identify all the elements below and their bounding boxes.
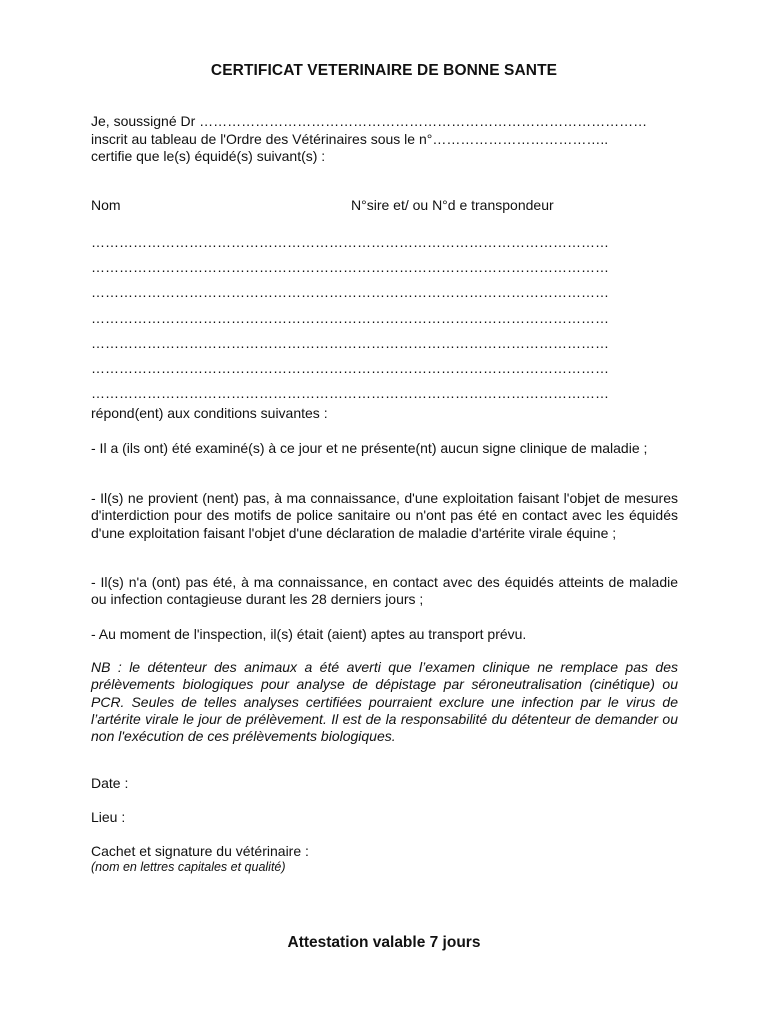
- condition-item: - Il(s) ne provient (nent) pas, à ma connaissance, d'une exploitation faisant l'objet de mesures d'interdiction pour des motifs de police sanitaire ou n'ont pas été en contact avec les équidés d'une exploitation faisant l'objet d'une déclaration de maladie d'artérite virale équine ;: [91, 490, 678, 541]
- condition-item: - Au moment de l'inspection, il(s) était (aient) aptes au transport prévu.: [91, 626, 527, 642]
- signature-note: (nom en lettres capitales et qualité): [91, 860, 286, 874]
- entry-line: …………………………………………………………………………………………………: [91, 309, 609, 326]
- validity-footer: Attestation valable 7 jours: [287, 934, 481, 951]
- equine-entry-lines: [91, 230, 678, 406]
- place-label: Lieu :: [91, 809, 126, 825]
- entry-line: …………………………………………………………………………………………………: [91, 334, 609, 351]
- entry-line: …………………………………………………………………………………………………: [91, 385, 609, 402]
- nb-notice: NB : le détenteur des animaux a été averti que l’examen clinique ne remplace pas des prélèvements biologiques pour analyse de dépistage par séroneutralisation (cinétique) ou PCR. Seules de telles analyses certifiées pourraient exclure une infection par le virus de l’artérite virale le jour de prélèvement. Il est de la responsabilité du détenteur de demander ou non l'exécution de ces prélèvements biologiques.: [91, 659, 678, 745]
- name-column-header: Nom: [91, 197, 121, 213]
- entry-line: …………………………………………………………………………………………………: [91, 359, 609, 376]
- signature-label: Cachet et signature du vétérinaire :: [91, 843, 309, 859]
- entry-line: …………………………………………………………………………………………………: [91, 259, 609, 276]
- certify-line: certifie que le(s) équidé(s) suivant(s) :: [91, 148, 326, 164]
- order-number-line: inscrit au tableau de l'Ordre des Vétérinaires sous le n°………………………………..: [91, 130, 609, 147]
- condition-item: - Il a (ils ont) été examiné(s) à ce jour et ne présente(nt) aucun signe clinique de maladie ;: [91, 440, 648, 456]
- date-label: Date :: [91, 775, 129, 791]
- entry-line: …………………………………………………………………………………………………: [91, 234, 609, 250]
- entry-line: …………………………………………………………………………………………………: [91, 284, 609, 301]
- certificate-title: CERTIFICAT VETERINAIRE DE BONNE SANTE: [210, 62, 558, 79]
- intro-block: [91, 113, 678, 166]
- sire-column-header: N°sire et/ ou N°d e transpondeur: [351, 197, 554, 213]
- condition-item: - Il(s) n'a (ont) pas été, à ma connaissance, en contact avec des équidés atteints de maladie ou infection contagieuse durant les 28 derniers jours ;: [91, 574, 678, 608]
- veterinarian-name-line: Je, soussigné Dr ……………………………………………………………………………………: [91, 113, 648, 129]
- conditions-intro: répond(ent) aux conditions suivantes :: [91, 405, 328, 421]
